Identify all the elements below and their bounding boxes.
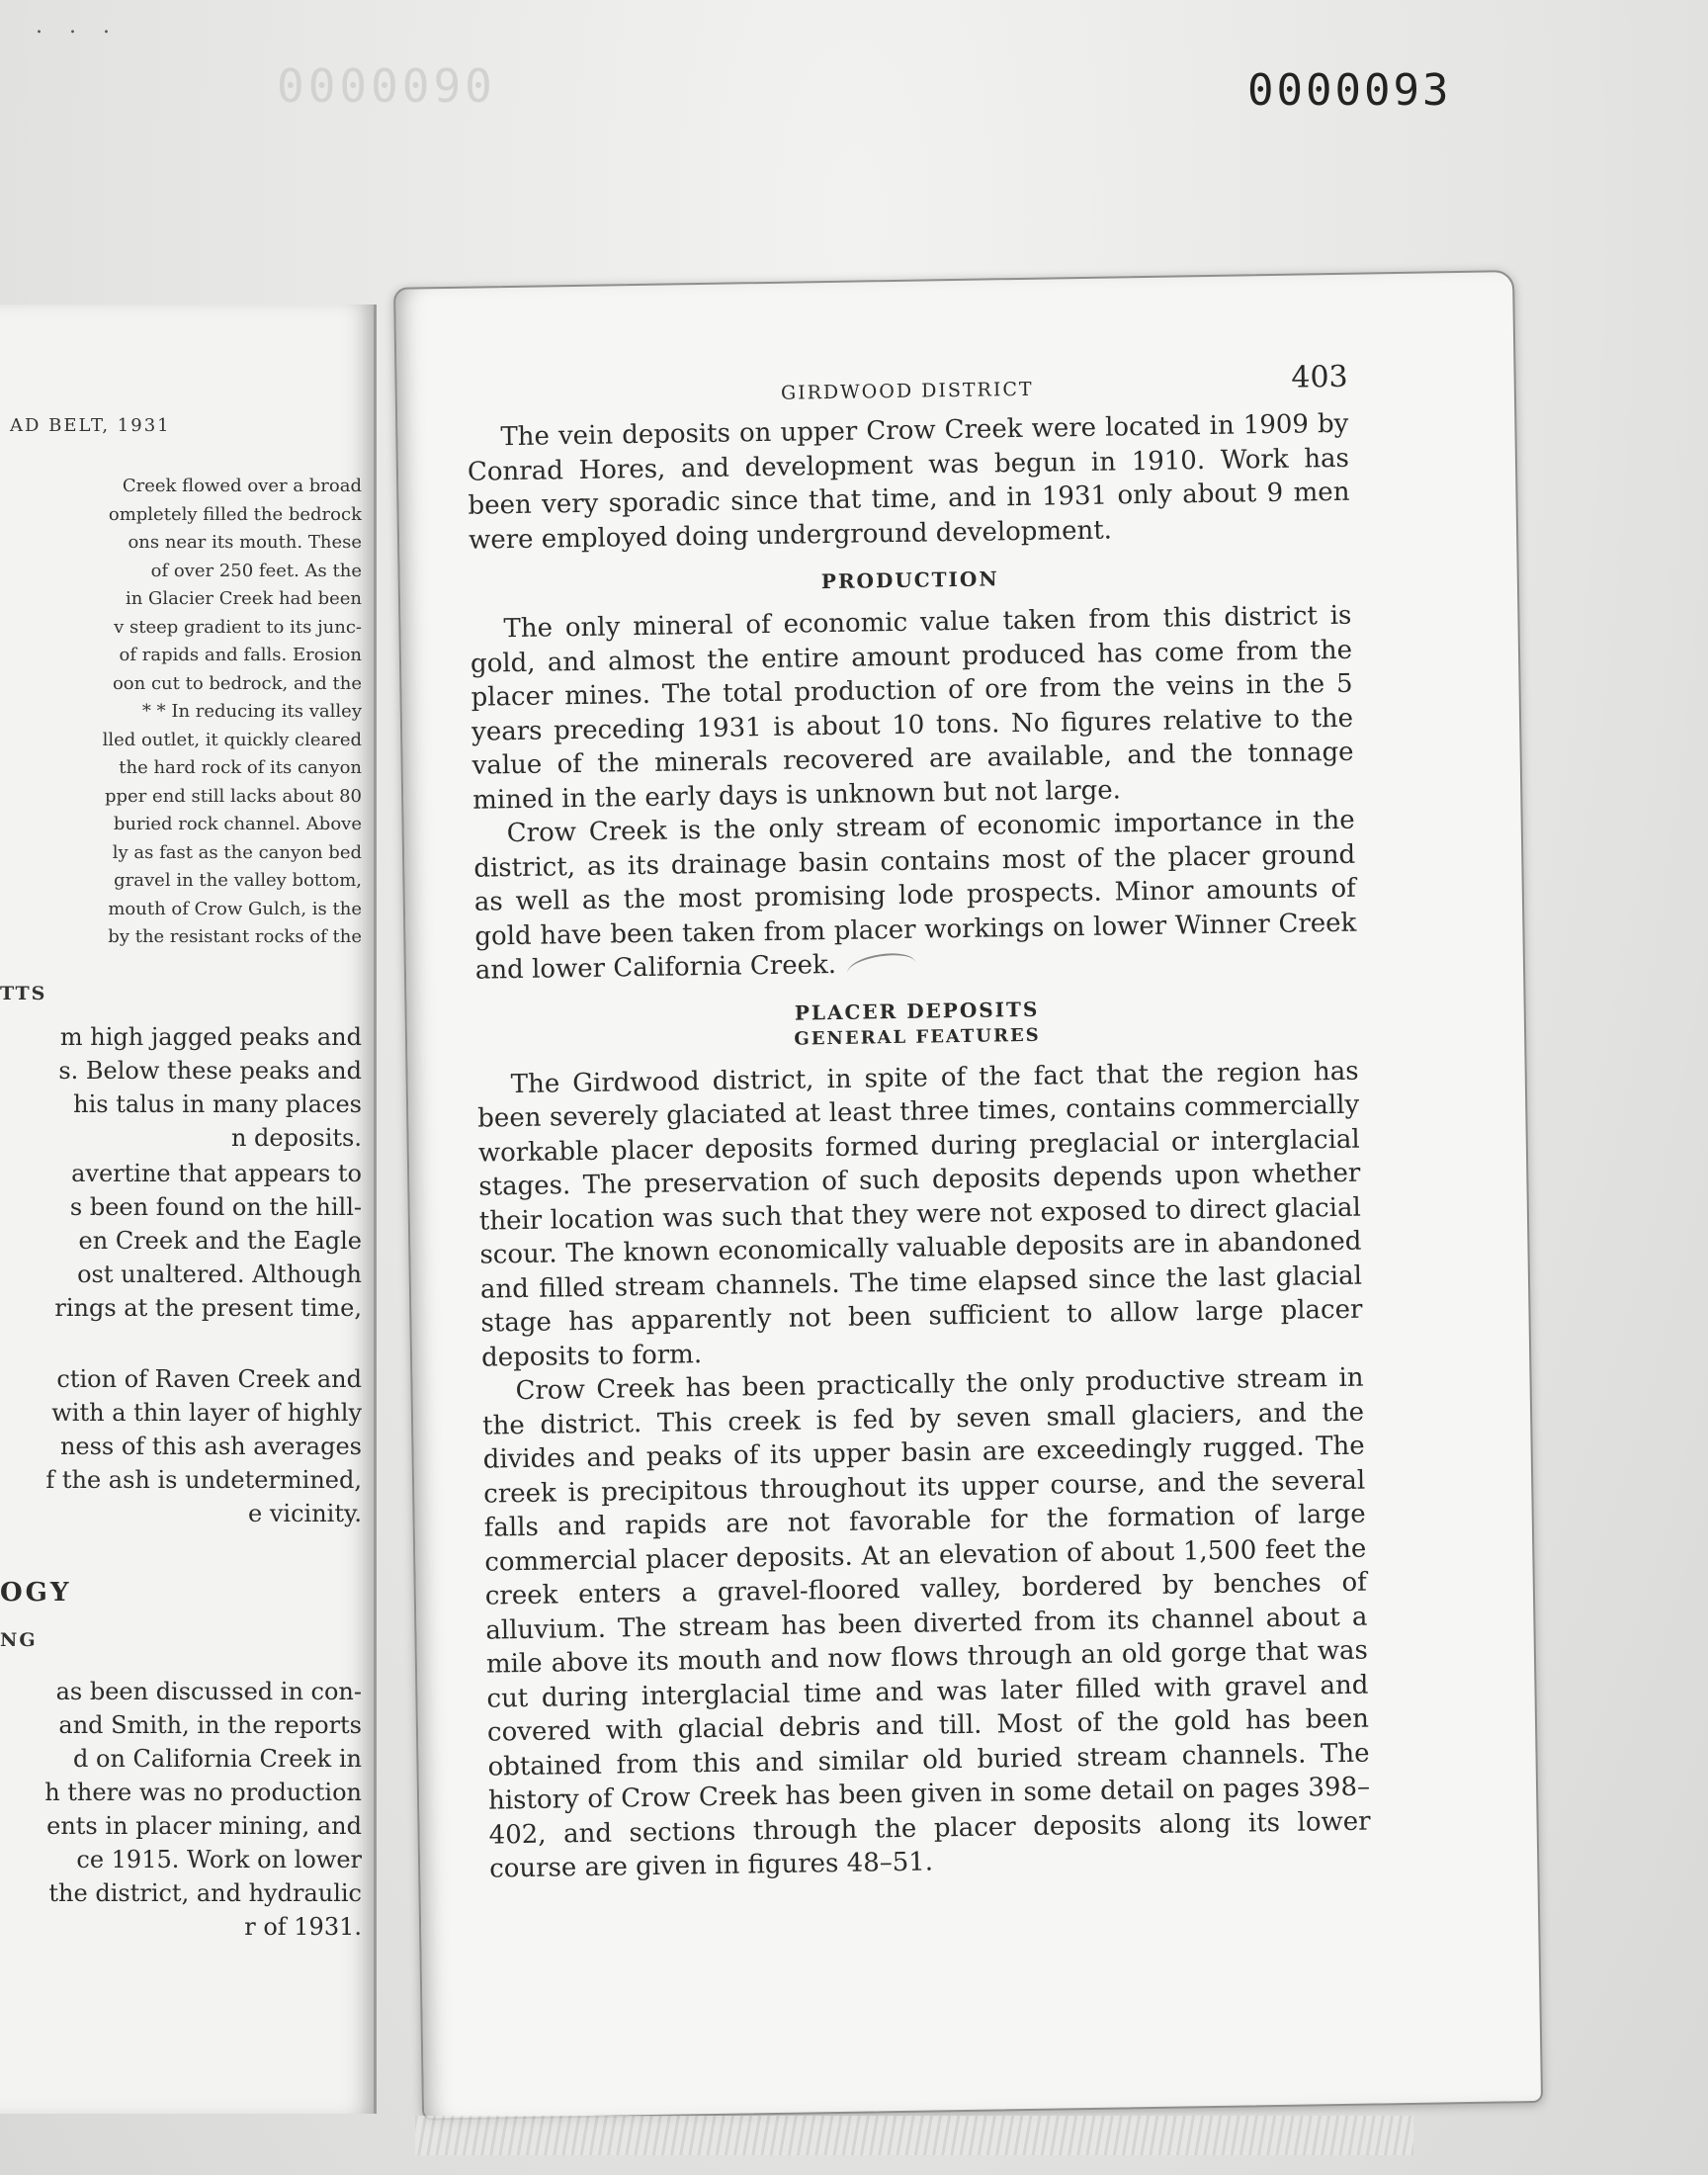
left-heading-ng: NG bbox=[0, 1629, 38, 1651]
text-line: ompletely filled the bedrock bbox=[108, 503, 362, 525]
text-line: ents in placer mining, and bbox=[46, 1812, 362, 1840]
left-large-text-block-1 bbox=[0, 1020, 362, 1155]
text-line: rings at the present time, bbox=[54, 1294, 362, 1322]
text-line: ost unaltered. Although bbox=[77, 1261, 362, 1288]
text-line: gravel in the valley bottom, bbox=[114, 870, 362, 891]
text-line: ce 1915. Work on lower bbox=[76, 1846, 362, 1873]
text-line: n deposits. bbox=[230, 1124, 362, 1152]
text-line: f the ash is undetermined, bbox=[45, 1466, 362, 1494]
left-large-text-block-2 bbox=[0, 1157, 362, 1325]
text-line: * * In reducing its valley bbox=[141, 701, 362, 722]
text-line: buried rock channel. Above bbox=[113, 814, 362, 834]
intro-paragraph: The vein deposits on upper Crow Creek were located in 1909 by Conrad Hores, and development was begun in 1910. Work has been very sporadic since that time, and in 1931 only about 9 men were employed doing underground development. bbox=[467, 408, 1350, 556]
text-line: pper end still lacks about 80 bbox=[105, 785, 362, 807]
page-stack-edge bbox=[415, 2116, 1413, 2155]
text-line: h there was no production bbox=[44, 1779, 362, 1806]
text-line: ons near its mouth. These bbox=[128, 532, 362, 553]
text-line: as been discussed in con- bbox=[55, 1678, 362, 1705]
right-book-page bbox=[393, 270, 1543, 2121]
placer-paragraph-1: The Girdwood district, in spite of the fact that the region has been severely glaciated at least three times, contains commercially workable placer deposits formed during preglacial or interglacial stages. The preservation of such deposits depends upon whether their location was such that they were not exposed to direct glacial scour. The known economically valuable deposits are in abandoned and filled stream channels. The time elapsed since the last glacial stage has apparently not been sufficient to allow large placer deposits to form. bbox=[477, 1056, 1363, 1373]
text-line: the district, and hydraulic bbox=[48, 1879, 362, 1907]
placer-paragraph-2: Crow Creek has been practically the only productive stream in the district. This creek is fed by seven small glaciers, and the divides and peaks of its upper basin are exceedingly rugged. The creek is precipitous throughout its upper course, and the several falls and rapids are not favorable for the formation of large commercial placer deposits. At an elevation of about 1,500 feet the creek enters a gravel-floored valley, bordered by benches of alluvium. The stream has been diverted from its channel about a mile above its mouth and now flows through an old gorge that was cut during interglacial time and was later filled with gravel and covered with glacial debris and till. Most of the gold has been obtained from this and similar old buried stream channels. The history of Crow Creek has been given in some detail on pages 398–402, and sections through the placer deposits along its lower course are given in figures 48–51. bbox=[481, 1362, 1371, 1884]
text-line: mouth of Crow Gulch, is the bbox=[108, 898, 362, 919]
text-line: Creek flowed over a broad bbox=[122, 476, 362, 496]
text-line: ness of this ash averages bbox=[59, 1433, 362, 1460]
production-paragraph-1: The only mineral of economic value taken from this district is gold, and almost the entire amount produced has come from the placer mines. The total production of ore from the veins in the 5 years preceding 1931 is about 10 tons. No figures relative to the value of the minerals recovered are available, and the tonnage mined in the early days is unknown but not large. bbox=[470, 600, 1354, 816]
text-line: s. Below these peaks and bbox=[58, 1057, 362, 1085]
ghost-document-number: 0000090 bbox=[277, 59, 496, 113]
left-large-text-block-4 bbox=[0, 1675, 362, 1944]
placer-deposits-heading: PLACER DEPOSITS bbox=[794, 997, 1040, 1025]
text-line: in Glacier Creek had been bbox=[125, 588, 362, 609]
left-large-text-block-3 bbox=[0, 1362, 362, 1530]
text-line: ction of Raven Creek and bbox=[56, 1365, 362, 1393]
corner-marks: . . . bbox=[36, 14, 120, 39]
left-running-head: AD BELT, 1931 bbox=[10, 415, 171, 436]
text-line: m high jagged peaks and bbox=[59, 1023, 362, 1051]
production-heading: PRODUCTION bbox=[820, 566, 999, 594]
text-line: r of 1931. bbox=[244, 1913, 362, 1941]
text-line: by the resistant rocks of the bbox=[108, 926, 362, 947]
text-line: avertine that appears to bbox=[71, 1160, 362, 1187]
left-heading-its: TTS bbox=[0, 983, 47, 1004]
left-small-text-block bbox=[0, 473, 362, 952]
text-line: ly as fast as the canyon bed bbox=[112, 841, 362, 863]
text-line: oon cut to bedrock, and the bbox=[112, 672, 362, 694]
running-title: GIRDWOOD DISTRICT bbox=[780, 378, 1034, 404]
general-features-heading: GENERAL FEATURES bbox=[794, 1024, 1041, 1050]
text-line: his talus in many places bbox=[73, 1090, 362, 1118]
text-line: lled outlet, it quickly cleared bbox=[102, 729, 362, 750]
text-line: with a thin layer of highly bbox=[51, 1399, 362, 1427]
text-line: v steep gradient to its junc- bbox=[114, 616, 362, 638]
text-line: d on California Creek in bbox=[73, 1745, 362, 1773]
left-heading-ogy: OGY bbox=[0, 1578, 72, 1608]
text-line: the hard rock of its canyon bbox=[119, 757, 362, 778]
document-number: 0000093 bbox=[1247, 65, 1452, 116]
production-paragraph-2: Crow Creek is the only stream of economic importance in the district, as its drainage basin contains most of the placer ground as well as the most promising lode prospects. Minor amounts of gold have been taken from placer workings on lower Winner Creek and lower California Creek. bbox=[473, 805, 1357, 986]
text-line: s been found on the hill- bbox=[69, 1193, 362, 1221]
text-line: en Creek and the Eagle bbox=[78, 1227, 362, 1255]
page-number: 403 bbox=[1291, 359, 1348, 395]
page-content bbox=[467, 359, 1372, 1886]
text-line: of over 250 feet. As the bbox=[150, 560, 362, 581]
text-line: e vicinity. bbox=[248, 1500, 362, 1527]
left-book-page bbox=[0, 304, 377, 2114]
text-line: of rapids and falls. Erosion bbox=[119, 645, 362, 665]
text-line: and Smith, in the reports bbox=[58, 1711, 362, 1739]
